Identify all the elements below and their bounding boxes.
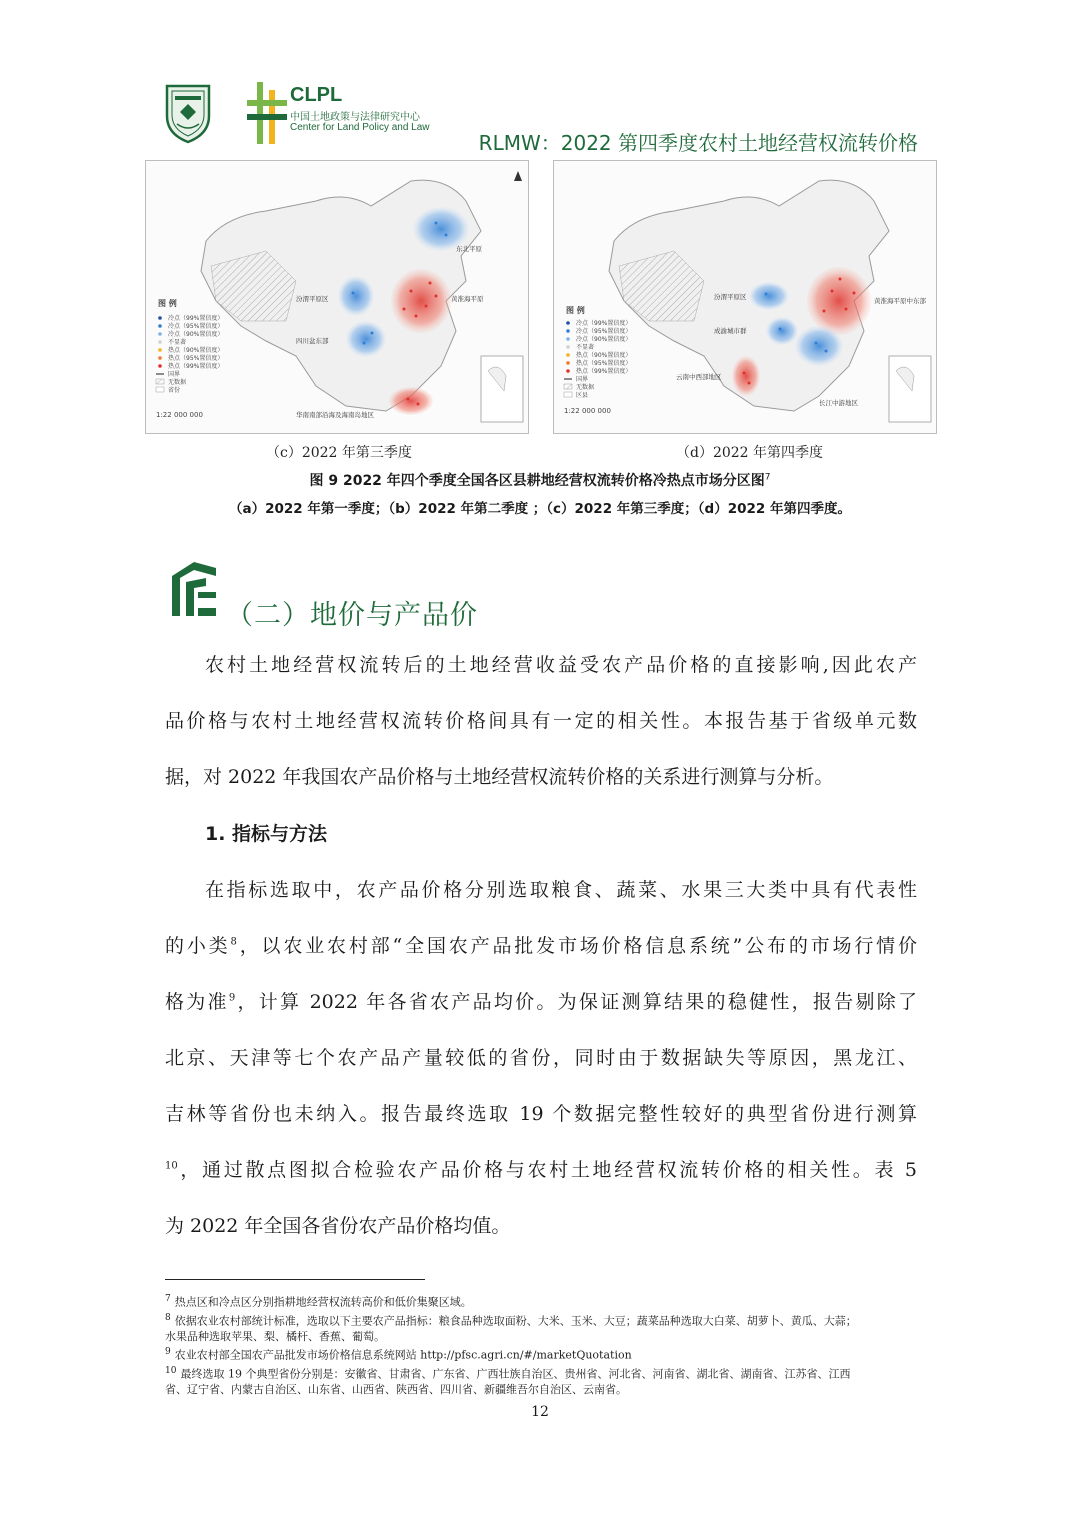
legend-c-1: 冷点（95%置信度） bbox=[168, 323, 224, 330]
section-title: （二）地价与产品价 bbox=[226, 600, 478, 631]
legend-c-8: 无数据 bbox=[168, 379, 187, 386]
legend-d-8: 无数据 bbox=[576, 384, 595, 391]
page-number: 12 bbox=[531, 1404, 549, 1420]
label-c-0: 东北平原 bbox=[456, 245, 482, 253]
hot-spot-huanghuaihai bbox=[391, 269, 451, 333]
cold-spot-yangtze bbox=[795, 326, 843, 366]
legend-title-d: 图 例 bbox=[566, 306, 585, 315]
legend-d-5: 热点（95%置信度） bbox=[576, 360, 632, 367]
legend-d-7: 国界 bbox=[576, 376, 589, 383]
cold-spot-chengyu bbox=[766, 317, 798, 345]
footnote-7: $^7$ 热点区和冷点区分别指耕地经营权流转高价和低价集聚区域。 bbox=[165, 1294, 472, 1309]
label-c-1: 汾渭平原区 bbox=[296, 295, 329, 303]
footnote-9: $^9$ 农业农村部全国农产品批发市场价格信息系统网站 http://pfsc.agri.cn/#/marketQuotation bbox=[165, 1347, 632, 1362]
cold-spot-fenwei bbox=[749, 282, 789, 310]
legend-c-2: 冷点（90%置信度） bbox=[168, 331, 224, 338]
legend-d-1: 冷点（95%置信度） bbox=[576, 328, 632, 335]
cold-spot-sichuan bbox=[346, 321, 386, 357]
label-c-3: 四川盆东部 bbox=[296, 337, 329, 345]
figure-subtitle: （a）2022 年第一季度；（b）2022 年第二季度 ；（c）2022 年第三季度；（d）2022 年第四季度。 bbox=[229, 501, 851, 517]
hot-spot-yunnan bbox=[732, 356, 760, 396]
hot-spot-huanghuaihai-east bbox=[807, 267, 871, 335]
label-d-1: 黄淮海平原中东部 bbox=[874, 297, 926, 305]
section-icon bbox=[168, 558, 220, 620]
para2-line-5: 吉林等省份也未纳入。报告最终选取 19 个数据完整性较好的典型省份进行测算 bbox=[165, 1103, 917, 1125]
legend-d-9: 区县 bbox=[576, 392, 589, 399]
para2-line-4: 北京、天津等七个农产品产量较低的省份，同时由于数据缺失等原因，黑龙江、 bbox=[165, 1047, 917, 1069]
label-d-2: 成渝城市群 bbox=[714, 327, 747, 335]
map-c-caption: （c）2022 年第三季度 bbox=[266, 445, 412, 461]
legend-c-6: 热点（99%置信度） bbox=[168, 363, 224, 370]
map-d-caption: （d）2022 年第四季度 bbox=[676, 445, 824, 461]
legend-c-5: 热点（95%置信度） bbox=[168, 355, 224, 362]
label-d-0: 汾渭平原区 bbox=[714, 293, 747, 301]
legend-d-4: 热点（90%置信度） bbox=[576, 352, 632, 359]
legend-c-9: 省份 bbox=[168, 387, 181, 394]
sub-heading: 1. 指标与方法 bbox=[205, 823, 328, 845]
para2-line-7: 为 2022 年全国各省份农产品价格均值。 bbox=[165, 1215, 511, 1237]
figure-title: 图 9 2022 年四个季度全国各区县耕地经营权流转价格冷热点市场分区图$^7$ bbox=[309, 472, 771, 489]
clpl-en-name: Center for Land Policy and Law bbox=[290, 122, 430, 133]
legend-d-0: 冷点（99%置信度） bbox=[576, 320, 632, 327]
map-c bbox=[145, 160, 529, 434]
footnote-ref-8: 8 bbox=[230, 936, 237, 948]
para1-line-2: 品价格与农村土地经营权流转价格间具有一定的相关性。本报告基于省级单元数 bbox=[165, 710, 917, 732]
paragraph-2 bbox=[165, 862, 917, 1254]
figure-footnote-ref: 7 bbox=[764, 472, 771, 483]
legend-d-3: 不显著 bbox=[576, 344, 595, 351]
clpl-name: CLPL bbox=[290, 84, 343, 106]
legend-list-c bbox=[156, 314, 223, 394]
inset-south-sea-d bbox=[889, 356, 931, 422]
clpl-cn-name: 中国土地政策与法律研究中心 bbox=[290, 112, 420, 123]
footnote-8: $^8$ 依据农业农村部统计标准，选取以下主要农产品指标：粮食品种选取面粉、大米、玉米、大豆；蔬菜品种选取大白菜、胡萝卜、黄瓜、大蒜； 水果品种选取苹果、梨、橘杆、香蕉、葡萄。 bbox=[165, 1313, 857, 1343]
footnote-ref-10: 10 bbox=[165, 1160, 178, 1172]
inset-south-sea-c bbox=[481, 356, 523, 422]
university-logo bbox=[163, 82, 213, 144]
para1-line-1: 农村土地经营权流转后的土地经营收益受农产品价格的直接影响,因此农产 bbox=[205, 654, 917, 676]
hot-spot-south-coast bbox=[389, 387, 433, 415]
map-d bbox=[553, 160, 937, 434]
footnote-rule bbox=[165, 1279, 425, 1280]
label-c-2: 黄淮海平原 bbox=[451, 295, 484, 303]
para1-line-3: 据，对 2022 年我国农产品价格与土地经营权流转价格的关系进行测算与分析。 bbox=[165, 766, 834, 788]
clpl-logo bbox=[245, 80, 430, 146]
legend-d-6: 热点（99%置信度） bbox=[576, 368, 632, 375]
footnote-ref-9: 9 bbox=[228, 992, 236, 1004]
label-d-3: 云南中西部地区 bbox=[676, 373, 722, 381]
legend-c-0: 冷点（99%置信度） bbox=[168, 315, 224, 322]
scale-d: 1:22 000 000 bbox=[564, 407, 611, 415]
paragraph-1 bbox=[165, 637, 917, 805]
label-c-4: 华南南部沿海及海南岛地区 bbox=[296, 411, 374, 419]
report-title: RLMW：2022 第四季度农村土地经营权流转价格 bbox=[478, 131, 918, 155]
cold-spot-fenwei bbox=[338, 276, 374, 316]
legend-c-7: 国界 bbox=[168, 371, 181, 378]
north-arrow-icon bbox=[514, 171, 522, 181]
footnote-10: $^{10}$ 最终选取 19 个典型省份分别是：安徽省、甘肃省、广东省、广西壮族自治区、贵州省、河北省、河南省、湖北省、湖南省、江苏省、江西 省、辽宁省、内蒙古自治区、山东省、山西省、陕西省、四川省、新疆维吾尔自治区、云南省。 bbox=[165, 1366, 851, 1396]
para2-line-6: $^{10}$，通过散点图拟合检验农产品价格与农村土地经营权流转价格的相关性。表 5 bbox=[165, 1159, 917, 1181]
legend-d-2: 冷点（90%置信度） bbox=[576, 336, 632, 343]
para2-line-2: 的小类$^8$，以农业农村部“全国农产品批发市场价格信息系统”公布的市场行情价 bbox=[165, 935, 917, 957]
legend-c-4: 热点（90%置信度） bbox=[168, 347, 224, 354]
legend-list-d bbox=[564, 319, 631, 399]
para2-line-1: 在指标选取中，农产品价格分别选取粮食、蔬菜、水果三大类中具有代表性 bbox=[205, 879, 917, 901]
label-d-4: 长江中游地区 bbox=[819, 399, 858, 407]
legend-title-c: 图 例 bbox=[158, 299, 177, 308]
scale-c: 1:22 000 000 bbox=[156, 411, 203, 419]
para2-line-3: 格为准$^9$，计算 2022 年各省农产品均价。为保证测算结果的稳健性，报告剔除了 bbox=[165, 991, 917, 1013]
legend-c-3: 不显著 bbox=[168, 339, 187, 346]
